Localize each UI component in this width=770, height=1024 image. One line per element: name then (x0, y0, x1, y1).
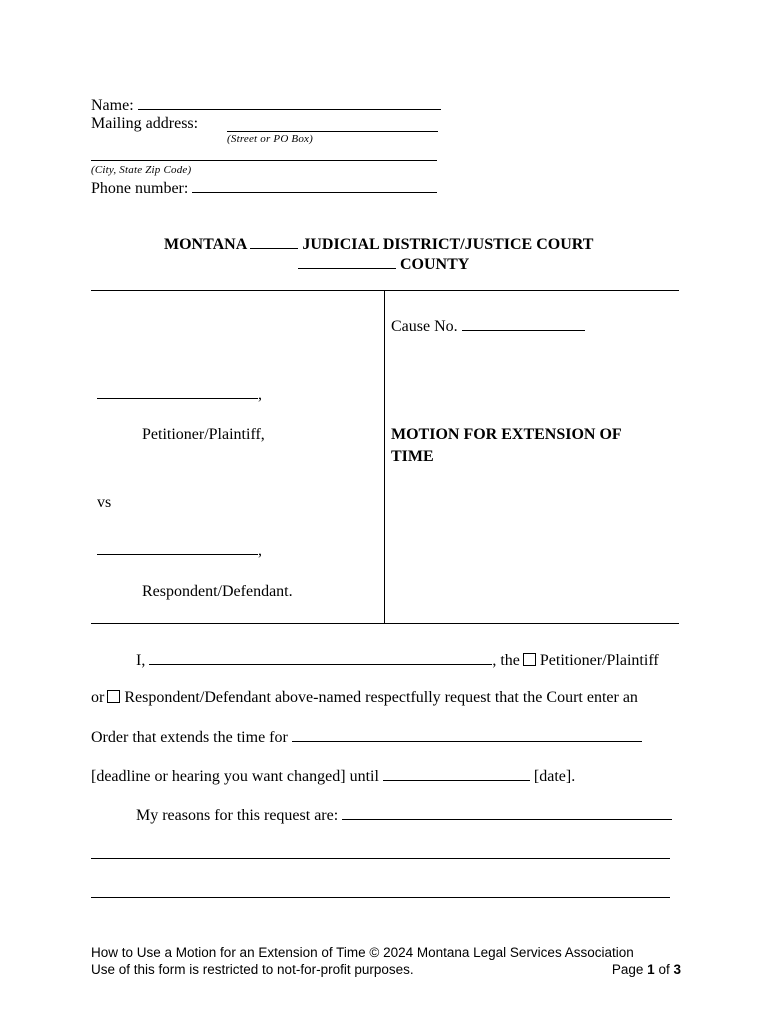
street-caption: (Street or PO Box) (227, 133, 313, 145)
body-line1-mid: , the (492, 652, 520, 669)
option-petitioner-label: Petitioner/Plaintiff (539, 652, 659, 669)
deadline-field[interactable] (292, 727, 642, 742)
name-row (91, 95, 441, 115)
caption-divider (384, 290, 385, 623)
phone-label: Phone number: (91, 180, 189, 197)
requester-name-field[interactable] (149, 650, 492, 665)
cause-row (391, 316, 585, 336)
petitioner-label: Petitioner/Plaintiff, (142, 426, 265, 443)
page-total: 3 (673, 962, 681, 977)
petitioner-row (97, 384, 262, 404)
county-heading (298, 254, 469, 274)
body-line-5 (136, 805, 672, 825)
page-word: Page (611, 962, 644, 977)
district-number-field[interactable] (250, 234, 298, 249)
respondent-label: Respondent/Defendant. (142, 583, 293, 600)
street-field[interactable] (227, 117, 438, 132)
phone-row (91, 178, 437, 198)
reasons-field-1[interactable] (342, 805, 672, 820)
cause-number-field[interactable] (462, 316, 585, 331)
court-state: MONTANA (164, 236, 247, 253)
court-county: COUNTY (400, 256, 470, 273)
footer-restriction: Use of this form is restricted to not-for-profit purposes. (91, 962, 414, 977)
motion-title-line1: MOTION FOR EXTENSION OF (391, 426, 622, 443)
of-word: of (658, 962, 670, 977)
page-number: 1 (647, 962, 655, 977)
motion-title-line2: TIME (391, 448, 434, 465)
respondent-checkbox[interactable] (107, 690, 120, 703)
body-line3-text: Order that extends the time for (91, 729, 288, 746)
body-line1-prefix: I, (136, 652, 146, 669)
mailing-address-label: Mailing address: (91, 115, 199, 132)
city-caption: (City, State Zip Code) (91, 164, 192, 176)
body-line4-end: [date]. (533, 768, 576, 785)
body-line-4 (91, 766, 575, 786)
footer-copyright: How to Use a Motion for an Extension of Time © 2024 Montana Legal Services Association (91, 945, 634, 960)
respondent-name-field[interactable] (97, 540, 258, 555)
body-line-2 (91, 689, 638, 707)
versus-label: vs (97, 494, 112, 511)
body-line4-text: [deadline or hearing you want changed] until (91, 768, 379, 785)
city-field[interactable] (91, 146, 437, 161)
respondent-row (97, 540, 262, 560)
phone-field[interactable] (192, 178, 437, 193)
cause-label: Cause No. (391, 318, 458, 335)
body-line5-text: My reasons for this request are: (136, 807, 339, 824)
caption-bottom-rule (91, 623, 679, 624)
body-line-3 (91, 727, 642, 747)
body-line-1 (136, 650, 659, 670)
county-name-field[interactable] (298, 254, 396, 269)
court-district: JUDICIAL DISTRICT/JUSTICE COURT (302, 236, 594, 253)
petitioner-comma: , (258, 386, 262, 403)
reasons-field-3[interactable] (91, 897, 670, 898)
body-line2-text: Respondent/Defendant above-named respectfully request that the Court enter an (124, 689, 638, 706)
caption-top-rule (91, 290, 679, 291)
date-field[interactable] (383, 766, 530, 781)
page-indicator (612, 962, 681, 978)
petitioner-checkbox[interactable] (523, 653, 536, 666)
name-label: Name: (91, 97, 134, 114)
petitioner-name-field[interactable] (97, 384, 258, 399)
body-line2-prefix: or (91, 689, 105, 706)
respondent-comma: , (258, 542, 262, 559)
name-field[interactable] (138, 95, 441, 110)
reasons-field-2[interactable] (91, 858, 670, 859)
court-heading (164, 234, 593, 254)
